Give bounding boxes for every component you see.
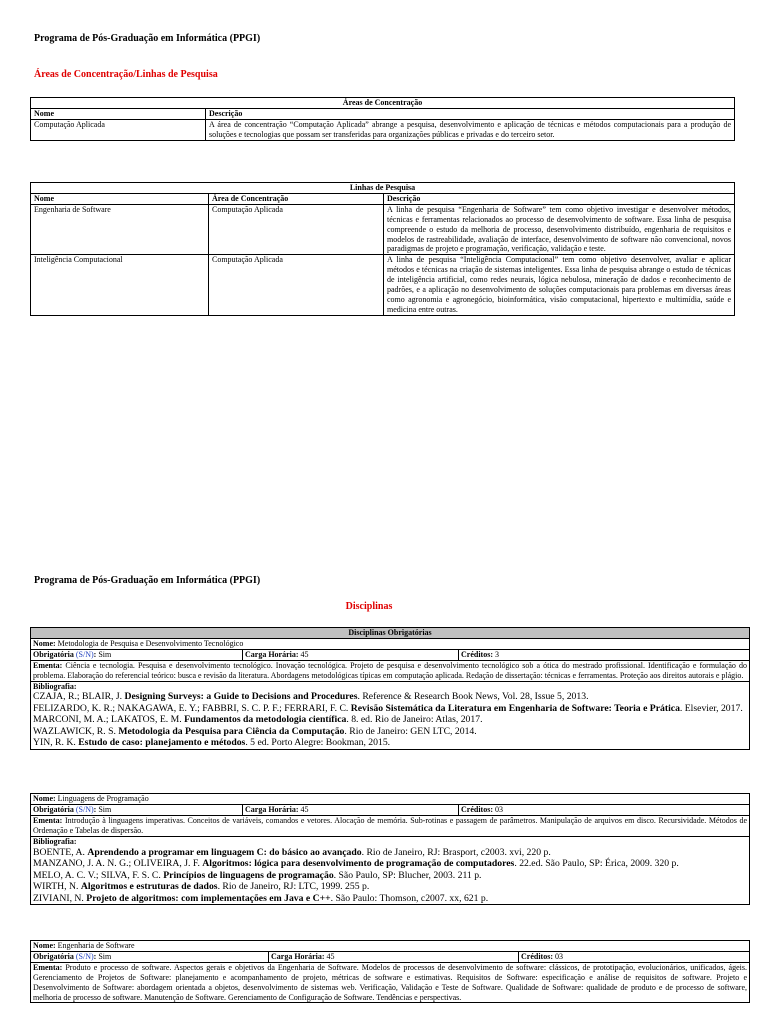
col-nome: Nome xyxy=(31,108,206,119)
nome-label: Nome: xyxy=(33,638,56,648)
course-nome-row: Nome: Linguagens de Programação xyxy=(31,794,750,805)
ementa-text: Produto e processo de software. Aspectos gerais e objetivos da Engenharia de Software. Modelos de processos de desenvolvimento de software: clássicos, de prototipação, evolucionários, unificados, ágeis. Gerenciamento de Projetos de Software: planejamento e acompanhamento de projeto, métricas de software e estimativas. Requisitos de Software: especificação e análise de requisitos de software. Projeto e Desenvolvimento de Software: abordagem orientada a objetos, desenvolvimento de sistemas web. Verificação, Validação e Teste de Software. Qualidade de Software: qualidade de produto e de processo de software, melhoria de processo de software. Manutenção de Software. Gerenciamento de Configuração de Software. Tendências e perspectivas. xyxy=(33,962,747,1002)
creditos-cell: Créditos: 3 xyxy=(459,649,750,660)
course-table xyxy=(30,627,750,750)
linha-descricao: A linha de pesquisa “Engenharia de Software” tem como objetivo investigar e desenvolver métodos, técnicas e ferramentas relacionados ao processo de desenvolvimento de software. Essa linha de pesquisa compreende o estudo da melhoria de processo, desenvolvimento distribuído, engenharia de requisitos e modelos de rastreabilidade, avaliação de interface, desenvolvimento de software não convencional, novos paradigmas de projeto e programação, verificação, validação e teste. xyxy=(384,204,735,255)
ementa-cell: Ementa: Ciência e tecnologia. Pesquisa e desenvolvimento tecnológico. Inovação tecnológica. Projeto de pesquisa e desenvolvimento tecnológico sob a ótica do mestrado profissional. Identificação e formulação do problema. Elaboração do referencial teórico: busca e revisão da literatura. Abordagens metodológicas típicas em computação aplicada. Redação de dissertação: técnicas e ferramentas. Proteção aos direitos autorais e plágio. xyxy=(31,660,750,681)
bib-item: MELO, A. C. V.; SILVA, F. S. C. Princípios de linguagens de programação. São Paulo, SP: Blucher, 2003. 211 p. xyxy=(33,869,482,881)
bib-item: MANZANO, J. A. N. G.; OLIVEIRA, J. F. Algoritmos: lógica para desenvolvimento de programação de computadores. 22.ed. São Paulo, SP: Érica, 2009. 320 p. xyxy=(33,858,679,870)
table-row xyxy=(31,255,735,315)
bib-item: CZAJA, R.; BLAIR, J. Designing Surveys: a Guide to Decisions and Procedures. Reference & Research Book News, Vol. 28, Issue 5, 2013. xyxy=(33,691,589,703)
bib-item: WIRTH, N. Algoritmos e estruturas de dados. Rio de Janeiro, RJ: LTC, 1999. 255 p. xyxy=(33,881,370,893)
page1-section-title: Áreas de Concentração/Linhas de Pesquisa xyxy=(34,69,218,80)
bib-item: MARCONI, M. A.; LAKATOS, E. M. Fundamentos da metodologia científica. 8. ed. Rio de Janeiro: Atlas, 2017. xyxy=(33,714,483,726)
col-nome: Nome xyxy=(31,193,209,204)
course-table xyxy=(30,940,750,1003)
course-nome: Engenharia de Software xyxy=(57,941,135,950)
ementa-text: Ciência e tecnologia. Pesquisa e desenvolvimento tecnológico. Inovação tecnológica. Projeto de pesquisa e desenvolvimento tecnológico sob a ótica do mestrado profissional. Identificação e formulação do problema. Elaboração do referencial teórico: busca e revisão da literatura. Abordagens metodológicas típicas em computação aplicada. Redação de dissertação: técnicas e ferramentas. Proteção aos direitos autorais e plágio. xyxy=(33,660,747,680)
bib-item: YIN, R. K. Estudo de caso: planejamento e métodos. 5 ed. Porto Alegre: Bookman, 2015. xyxy=(33,737,391,749)
obrigatoria-value: Sim xyxy=(98,649,112,659)
creditos-cell: Créditos: 03 xyxy=(459,804,750,815)
obrigatoria-value: Sim xyxy=(98,951,112,961)
col-descricao: Descrição xyxy=(206,108,735,119)
ementa-text: Introdução à linguagens imperativas. Conceitos de variáveis, comandos e vetores. Alocação de memória. Sub-rotinas e passagem de parâmetros. Manipulação de arquivos em disco. Recursividade. Métodos de Ordenação e Tabelas de dispersão. xyxy=(33,815,748,835)
col-descricao: Descrição xyxy=(384,193,735,204)
creditos-value: 03 xyxy=(495,804,503,814)
sn-hint: (S/N) xyxy=(75,804,94,814)
linha-area: Computação Aplicada xyxy=(209,204,384,255)
linha-nome: Engenharia de Software xyxy=(31,204,209,255)
creditos-value: 3 xyxy=(495,649,499,659)
carga-cell: Carga Horária: 45 xyxy=(269,951,519,962)
bib-item: BOENTE, A. Aprendendo a programar em linguagem C: do básico ao avançado. Rio de Janeiro, RJ: Brasport, c2003. xvi, 220 p. xyxy=(33,846,551,858)
carga-value: 45 xyxy=(300,804,309,814)
obrigatoria-cell: Obrigatória (S/N): Sim xyxy=(31,649,243,660)
areas-table xyxy=(30,97,735,141)
page2-section-title: Disciplinas xyxy=(345,601,393,612)
col-area: Área de Concentração xyxy=(209,193,384,204)
table-row xyxy=(31,119,735,140)
bibliografia-cell xyxy=(31,836,750,904)
creditos-cell: Créditos: 03 xyxy=(519,951,750,962)
linhas-table xyxy=(30,182,735,316)
obrigatoria-cell: Obrigatória (S/N): Sim xyxy=(31,951,269,962)
course-table xyxy=(30,793,750,905)
area-descricao: A área de concentração “Computação Aplicada” abrange a pesquisa, desenvolvimento e aplicação de técnicas e métodos computacionais para a produção de soluções e tecnologias que possam ser transferidas para organizações públicas e privadas e do terceiro setor. xyxy=(206,119,735,140)
obrigatoria-value: Sim xyxy=(98,804,112,814)
sn-hint: (S/N) xyxy=(75,649,94,659)
bib-item: ZIVIANI, N. Projeto de algoritmos: com implementações em Java e C++. São Paulo: Thomson, c2007. xx, 621 p. xyxy=(33,892,489,904)
page1-title: Programa de Pós-Graduação em Informática (PPGI) xyxy=(34,33,261,44)
linhas-table-caption: Linhas de Pesquisa xyxy=(31,183,735,194)
bibliografia-cell xyxy=(31,681,750,749)
area-nome: Computação Aplicada xyxy=(31,119,206,140)
carga-cell: Carga Horária: 45 xyxy=(243,649,459,660)
ementa-cell: Ementa: Introdução à linguagens imperativas. Conceitos de variáveis, comandos e vetores. Alocação de memória. Sub-rotinas e passagem de parâmetros. Manipulação de arquivos em disco. Recursividade. Métodos de Ordenação e Tabelas de dispersão. xyxy=(31,815,750,836)
bib-item: WAZLAWICK, R. S. Metodologia da Pesquisa para Ciência da Computação. Rio de Janeiro: GEN LTC, 2014. xyxy=(33,725,477,737)
creditos-value: 03 xyxy=(555,951,563,961)
carga-cell: Carga Horária: 45 xyxy=(243,804,459,815)
bibliografia-label: Bibliografia: xyxy=(33,681,77,691)
course-nome: Linguagens de Programação xyxy=(57,794,149,803)
page2-title: Programa de Pós-Graduação em Informática (PPGI) xyxy=(34,575,261,586)
linha-area: Computação Aplicada xyxy=(209,255,384,315)
table-row xyxy=(31,204,735,255)
bibliografia-label: Bibliografia: xyxy=(33,836,77,846)
carga-value: 45 xyxy=(326,951,335,961)
obrigatoria-cell: Obrigatória (S/N): Sim xyxy=(31,804,243,815)
course-nome: Metodologia de Pesquisa e Desenvolvimento Tecnológico xyxy=(57,638,244,648)
sn-hint: (S/N) xyxy=(75,951,94,961)
bib-item: FELIZARDO, K. R.; NAKAGAWA, E. Y.; FABBRI, S. C. P. F.; FERRARI, F. C. Revisão Sistemática da Literatura em Engenharia de Software: Teoria e Prática. Elsevier, 2017. xyxy=(33,702,743,714)
areas-table-caption: Áreas de Concentração xyxy=(31,98,735,109)
ementa-cell: Ementa: Produto e processo de software. Aspectos gerais e objetivos da Engenharia de Software. Modelos de processos de desenvolvimento de software: clássicos, de prototipação, evolucionários, unificados, ágeis. Gerenciamento de Projetos de Software: planejamento e acompanhamento de projeto, métricas de software e estimativas. Requisitos de Software: especificação e análise de requisitos de software. Projeto e Desenvolvimento de Software: abordagem orientada a objetos, desenvolvimento de sistemas web. Verificação, Validação e Teste de Software. Qualidade de Software: qualidade de produto e de processo de software, melhoria de processo de software. Manutenção de Software. Gerenciamento de Configuração de Software. Tendências e perspectivas. xyxy=(31,962,750,1003)
disciplinas-caption: Disciplinas Obrigatórias xyxy=(31,628,750,639)
linha-nome: Inteligência Computacional xyxy=(31,255,209,315)
carga-value: 45 xyxy=(300,649,309,659)
course-nome-row xyxy=(31,638,750,649)
course-nome-row: Nome: Engenharia de Software xyxy=(31,941,750,952)
linha-descricao: A linha de pesquisa “Inteligência Computacional” tem como objetivo desenvolver, avaliar e aplicar métodos e técnicas na criação de sistemas inteligentes. Essa linha de pesquisa abrange o estudo de técnicas de inteligência artificial, como redes neurais, lógica nebulosa, mineração de dados e reconhecimento de padrões, e a aplicação no desenvolvimento de soluções computacionais para problemas em diversas áreas como agronomia e agronegócio, bioinformática, visão computacional, hipertexto e multimídia, saúde e medicina entre outras. xyxy=(384,255,735,315)
